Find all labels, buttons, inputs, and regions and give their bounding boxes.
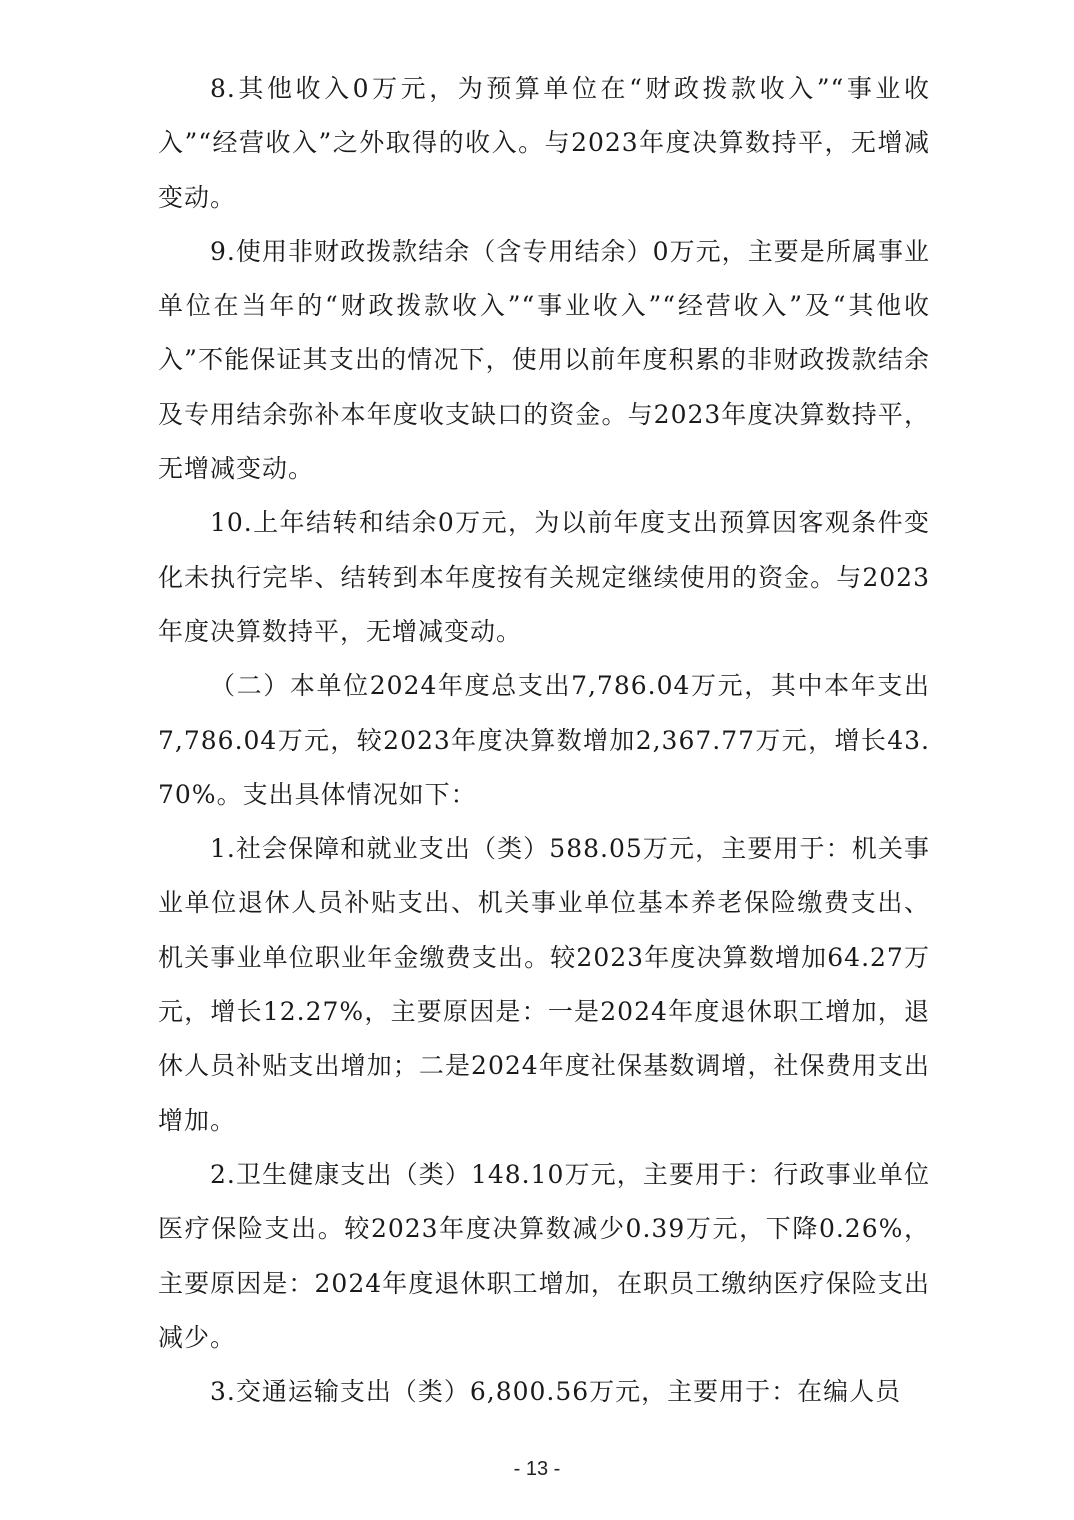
paragraph-transport-expenditure: 3.交通运输支出（类）6,800.56万元，主要用于：在编人员 (210, 1377, 902, 1407)
body-text (158, 62, 930, 1419)
paragraph-social-security-expenditure: 1.社会保障和就业支出（类）588.05万元，主要用于：机关事业单位退休人员补贴支出、机关事业单位基本养老保险缴费支出、机关事业单位职业年金缴费支出。较2023年度决算数增加64.27万元，增长12.27%，主要原因是：一是2024年度退休职工增加，退休人员补贴支出增加；二是2024年度社保基数调增，社保费用支出增加。 (158, 834, 930, 1135)
paragraph-health-expenditure: 2.卫生健康支出（类）148.10万元，主要用于：行政事业单位医疗保险支出。较2023年度决算数减少0.39万元，下降0.26%，主要原因是：2024年度退休职工增加，在职员工缴纳医疗保险支出减少。 (158, 1159, 930, 1352)
paragraph-non-fiscal-balance: 9.使用非财政拨款结余（含专用结余）0万元，主要是所属事业单位在当年的“财政拨款收入”“事业收入”“经营收入”及“其他收入”不能保证其支出的情况下，使用以前年度积累的非财政拨款结余及专用结余弥补本年度收支缺口的资金。与2023年度决算数持平，无增减变动。 (158, 236, 930, 484)
page-number: - 13 - (513, 1458, 561, 1480)
paragraph-other-income: 8.其他收入0万元，为预算单位在“财政拨款收入”“事业收入”“经营收入”之外取得的收入。与2023年度决算数持平，无增减变动。 (158, 74, 930, 212)
paragraph-total-expenditure: （二）本单位2024年度总支出7,786.04万元，其中本年支出7,786.04万元，较2023年度决算数增加2,367.77万元，增长43.70%。支出具体情况如下： (158, 671, 930, 809)
paragraph-carryover-balance: 10.上年结转和结余0万元，为以前年度支出预算因客观条件变化未执行完毕、结转到本年度按有关规定继续使用的资金。与2023年度决算数持平，无增减变动。 (158, 508, 930, 646)
